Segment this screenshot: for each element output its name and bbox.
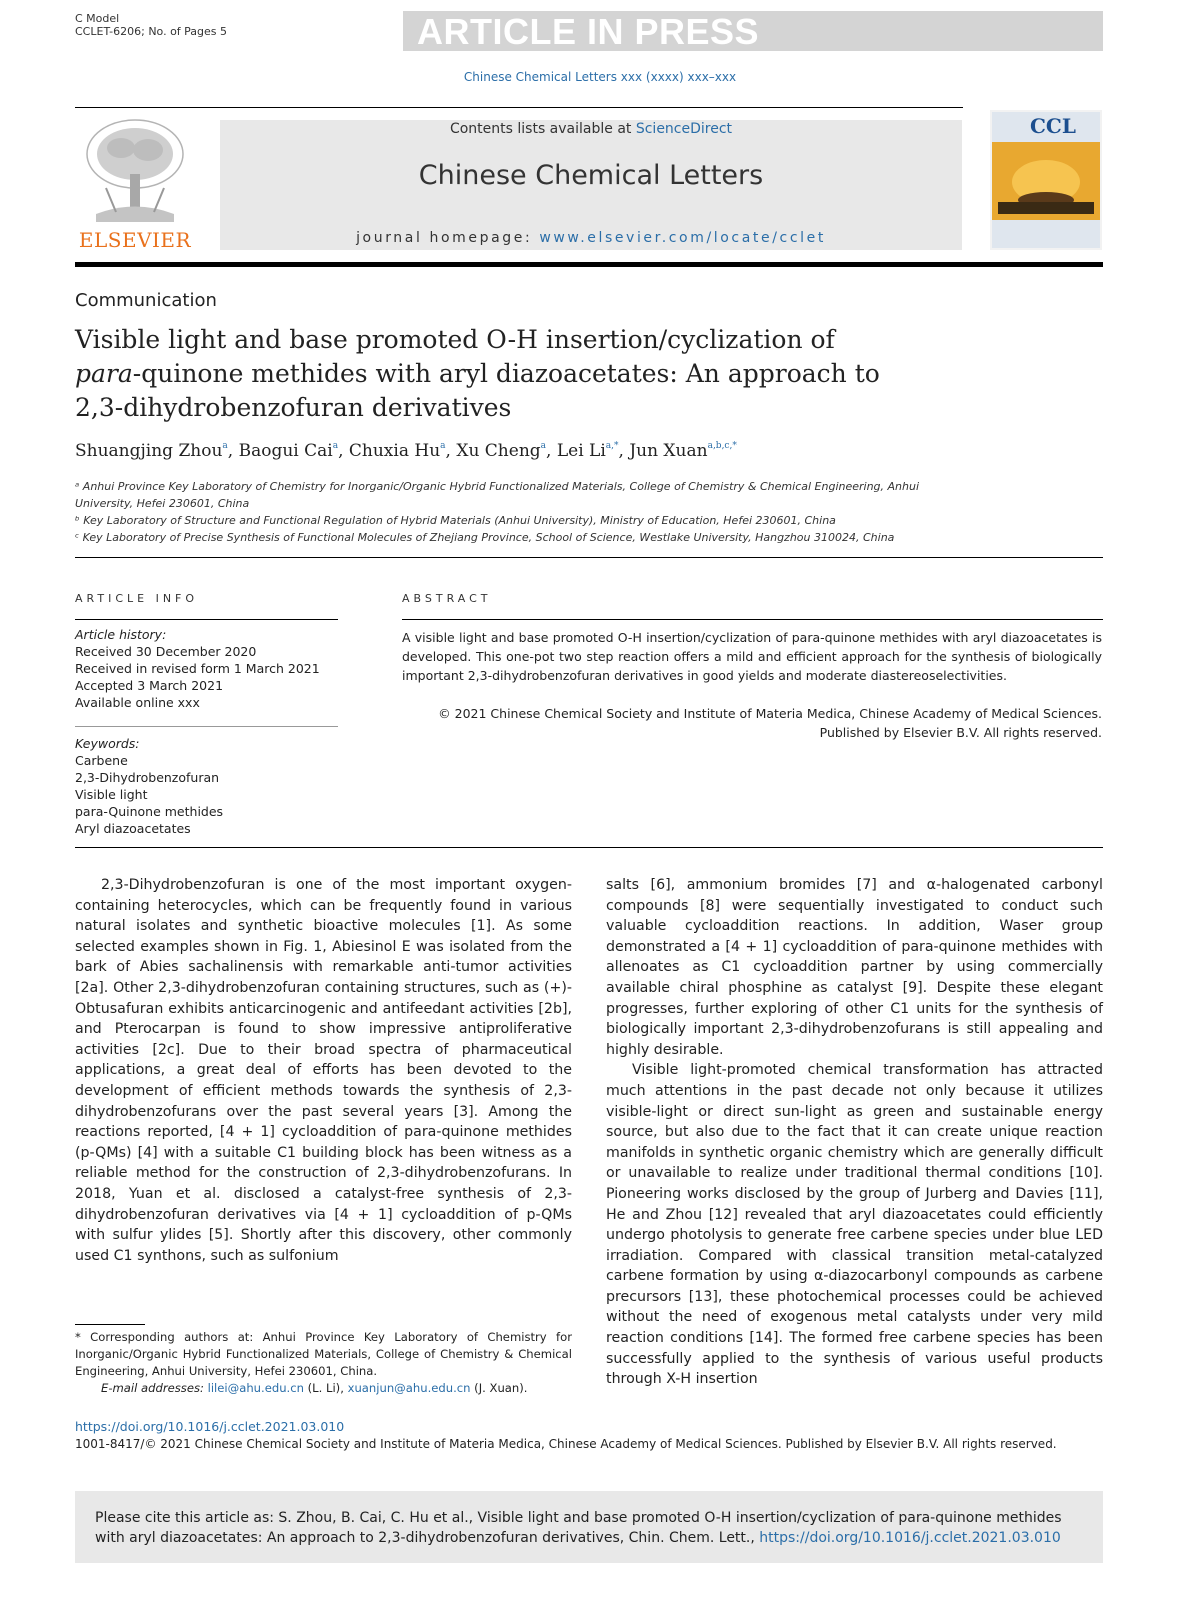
citation-text [95,1508,1085,1548]
footnote-rule [75,1324,145,1325]
author-name[interactable]: Shuangjing Zhou [75,441,223,461]
masthead-thick-rule [75,262,1103,267]
keyword: para-Quinone methides [75,804,224,819]
elsevier-wordmark: ELSEVIER [78,228,192,252]
keyword: Carbene [75,753,128,768]
copyright-line-2: Published by Elsevier B.V. All rights reserved. [819,725,1102,740]
doi-link[interactable]: https://doi.org/10.1016/j.cclet.2021.03.010 [75,1419,345,1434]
keyword: Visible light [75,787,148,802]
header-rule [75,107,963,108]
title-line-2-rest: -quinone methides with aryl diazoacetates: An approach to [132,359,880,388]
abstract-copyright [402,704,1102,742]
author-name[interactable]: Baogui Cai [238,441,333,461]
body-paragraph: Visible light-promoted chemical transformation has attracted much attentions in the past decade not only because it utilizes visible-light or direct sun-light as green and sustainable energy source, but also due to the fact that it can create unique reaction manifolds in synthetic organic chemistry which are generally difficult or unavailable to realize under traditional thermal conditions [10]. Pioneering works disclosed by the group of Jurberg and Davies [11], He and Zhou [12] revealed that aryl diazoacetates could efficiently undergo photolysis to generate free carbene species under blue LED irradiation. Compared with classical transition metal-catalyzed carbene formation by using α-diazocarbonyl compounds as carbene precursors [13], these photochemical processes could be achieved without the need of exogenous metal catalysts under very mild reaction conditions [14]. The formed free carbene species has been successfully applied to the synthesis of various useful products through X-H insertion [606,1062,1103,1388]
affiliation-a: ᵃ Anhui Province Key Laboratory of Chemistry for Inorganic/Organic Hybrid Functionalized Materials, College of Chemistry & Chemical Engineering, Anhui University, Hefei 230601, China [75,480,920,510]
article-info-rule [75,619,338,620]
citation-prefix: Please cite this article as: S. Zhou, B. Cai, C. Hu et al., Visible light and base promoted O-H insertion/cyclization of para-quinone methides with aryl diazoacetates: An approach to 2,3-dihydrobenzofuran derivatives, Chin. Chem. Lett., [95,1510,1062,1546]
email-link[interactable]: lilei@ahu.edu.cn [207,1381,304,1395]
title-line-2 [75,357,1035,391]
cover-title: CCL [1030,114,1076,138]
body-right-column [606,875,1103,1390]
abstract-rule [402,619,1103,620]
author-name[interactable]: Jun Xuan [629,441,708,461]
body-left-column [75,875,572,1266]
article-history [75,626,320,711]
history-item: Received in revised form 1 March 2021 [75,661,320,676]
title-italic-para: para [75,359,133,388]
keyword: Aryl diazoacetates [75,821,191,836]
history-item: Received 30 December 2020 [75,644,257,659]
author-sup[interactable]: a,* [605,441,619,451]
email-label: E-mail addresses: [101,1381,208,1395]
title-line-3: 2,3-dihydrobenzofuran derivatives [75,393,512,422]
contents-line [220,121,962,137]
affiliation-rule [75,557,1103,558]
keywords-rule [75,726,338,727]
journal-homepage [220,230,962,246]
c-model-label: C Model [75,12,120,25]
article-in-press-text: ARTICLE IN PRESS [416,11,760,52]
abstract-heading: ABSTRACT [402,592,492,605]
email-owner: (L. Li), [303,1381,348,1395]
affiliation-c: ᶜ Key Laboratory of Precise Synthesis of Functional Molecules of Zhejiang Province, School of Science, Westlake University, Hangzhou 310024, China [75,531,895,544]
journal-citation-link[interactable]: Chinese Chemical Letters xxx (xxxx) xxx–xxx [463,70,737,84]
history-item: Accepted 3 March 2021 [75,678,224,693]
author-list: Shuangjing Zhou$^a$, Baogui Cai$^a$, Chuxia Hu$^a$, Xu Cheng$^a$, Lei $Li^{a,*}$, Jun Xuan$^{a,b,c,*}$ [75,441,737,461]
keywords-label: Keywords: [75,736,140,751]
article-title [75,323,1035,425]
email-line [75,1380,572,1397]
elsevier-logo [76,114,194,254]
abstract-text: A visible light and base promoted O-H insertion/cyclization of para-quinone methides with aryl diazoacetates is developed. This one-pot two step reaction offers a mild and efficient approach for the synthesis of biologically important 2,3-dihydrobenzofuran derivatives in good yields and moderate diastereoselectivities. [402,630,1102,683]
author-sup[interactable]: a [540,441,547,451]
email-owner: (J. Xuan). [470,1381,528,1395]
copyright-line-1: © 2021 Chinese Chemical Society and Institute of Materia Medica, Chinese Academy of Medical Sciences. [438,706,1102,721]
article-info-heading: ARTICLE INFO [75,592,199,605]
history-item: Available online xxx [75,695,200,710]
issn-line: 1001-8417/© 2021 Chinese Chemical Society and Institute of Materia Medica, Chinese Academy of Medical Sciences. Published by Elsevier B.V. All rights reserved. [75,1437,1057,1451]
article-ref: CCLET-6206; No. of Pages 5 [75,25,228,38]
title-line-1: Visible light and base promoted O-H insertion/cyclization of [75,325,835,354]
history-label: Article history: [75,627,167,642]
citation-doi-link[interactable]: https://doi.org/10.1016/j.cclet.2021.03.010 [759,1530,1061,1546]
body-paragraph: 2,3-Dihydrobenzofuran is one of the most important oxygen-containing heterocycles, which can be frequently found in various natural isolates and synthetic bioactive molecules [1]. As some selected examples shown in Fig. 1, Abiesinol E was isolated from the bark of Abies sachalinensis with remarkable anti-tumor activities [2a]. Other 2,3-dihydrobenzofuran containing structures, such as (+)-Obtusafuran exhibits anticarcinogenic and antifeedant activities [2b], and Pterocarpan is found to show impressive antiproliferative activities [2c]. Due to their broad spectra of pharmaceutical applications, a great deal of efforts has been devoted to the development of efficient methods towards the synthesis of 2,3-dihydrobenzofurans over the past several years [3]. Among the reactions reported, [4 + 1] cycloaddition of para-quinone methides (p-QMs) [4] with a suitable C1 building block has been witness as a reliable method for the construction of 2,3-dihydrobenzofurans. In 2018, Yuan et al. disclosed a catalyst-free synthesis of 2,3-dihydrobenzofuran derivatives via [4 + 1] cycloaddition of p-QMs with sulfur ylides [5]. Shortly after this discovery, other commonly used C1 synthons, such as sulfonium [75,877,572,1264]
affiliation-b: ᵇ Key Laboratory of Structure and Functional Regulation of Hybrid Materials (Anhui University), Ministry of Education, Hefei 230601, China [75,514,836,527]
body-paragraph: salts [6], ammonium bromides [7] and α-halogenated carbonyl compounds [8] were sequentially investigated to conduct such valuable cycloaddition reactions. In addition, Waser group demonstrated a [4 + 1] cycloaddition of para-quinone methides with allenoates as C1 cycloaddition partner by using commercially available chiral phosphine as catalyst [9]. Despite these elegant progresses, further exploring of other C1 units for the synthesis of biologically important 2,3-dihydrobenzofurans is still appealing and highly desirable. [606,877,1103,1058]
abstract-bottom-rule [75,847,1103,848]
keyword: 2,3-Dihydrobenzofuran [75,770,220,785]
contents-prefix: Contents lists available at [449,121,636,137]
homepage-prefix: journal homepage: [356,230,540,246]
article-type: Communication [75,290,217,311]
author-name[interactable]: Xu Cheng [456,441,541,461]
sciencedirect-link[interactable]: ScienceDirect [635,121,733,137]
homepage-link[interactable]: www.elsevier.com/locate/cclet [539,230,826,246]
author-sup[interactable]: a [440,441,446,451]
keywords [75,735,223,837]
author-name[interactable]: Lei Li [556,441,606,461]
author-sup[interactable]: a,b,c,* [707,441,737,451]
journal-title: Chinese Chemical Letters [418,160,764,191]
corresponding-note: * Corresponding authors at: Anhui Province Key Laboratory of Chemistry for Inorganic/Organic Hybrid Functionalized Materials, College of Chemistry & Chemical Engineering, Anhui University, Hefei 230601, China. [75,1330,572,1378]
journal-cover [990,110,1102,250]
footnote [75,1329,572,1397]
author-sup[interactable]: a [222,441,228,451]
author-name[interactable]: Chuxia Hu [348,441,441,461]
author-sup[interactable]: a [332,441,339,451]
email-link[interactable]: xuanjun@ahu.edu.cn [347,1381,471,1395]
